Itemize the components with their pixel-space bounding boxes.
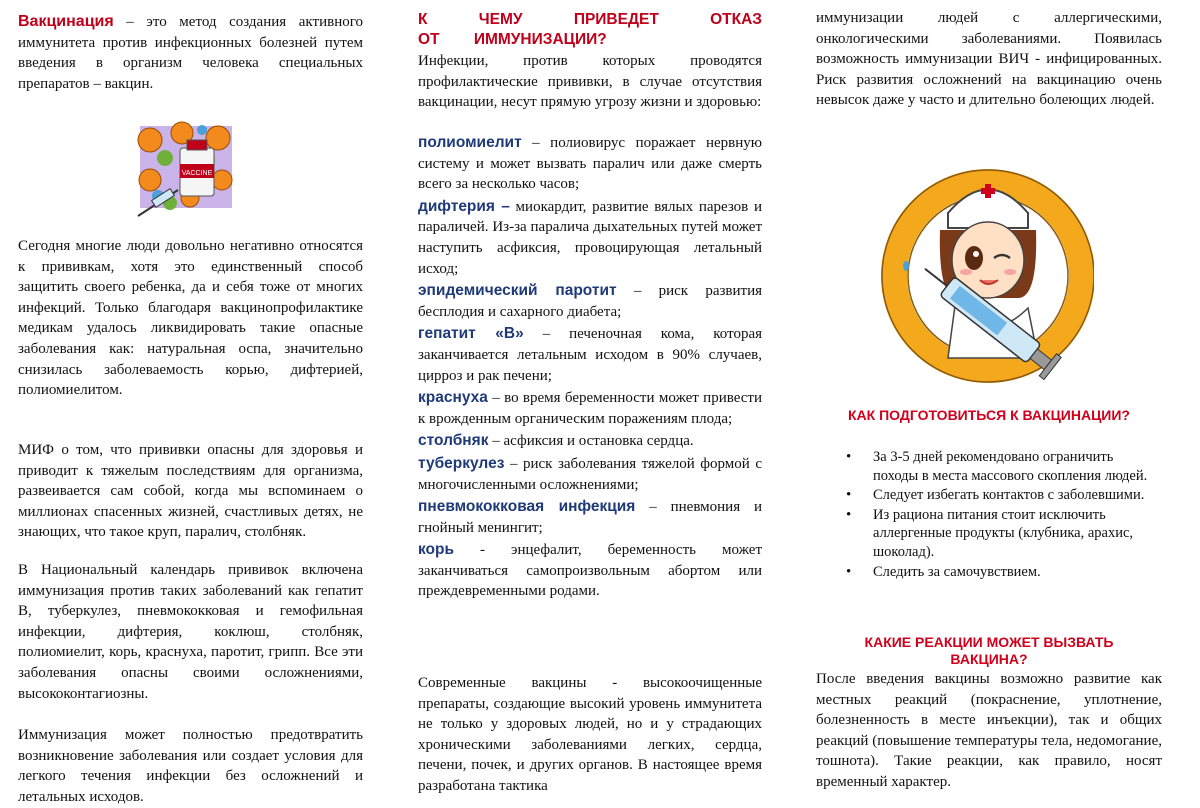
paragraph-myth: МИФ о том, что прививки опасны для здоровья и приводит к тяжелым последствиям для организма, развеивается сам собой, когда мы вспоминаем о миллионах спасенных жизней, счастливых детях, не знающих, что такое круп, паралич, столбняк.	[18, 442, 363, 541]
vaccine-virus-icon	[130, 118, 240, 220]
vaccination-definition-text: – это метод создания активного иммунитета против инфекционных болезней путем введения в организм человека специальных препаратов – вакцин.	[18, 14, 363, 92]
disease-item: краснуха – во время беременности может привести к врожденным органическим поражениям плода;	[418, 389, 762, 427]
disease-item: дифтерия – миокардит, развитие вялых парезов и параличей. Из-за паралича дыхательных путей может наступить асфиксия, провоцирующая летальный исход;	[418, 197, 762, 277]
preparation-item: • За 3-5 дней рекомендовано ограничить походы в места массового скопления людей.	[873, 448, 1162, 485]
disease-item: пневмококковая инфекция – пневмония и гнойный менингит;	[418, 498, 762, 536]
paragraph-attitudes: Сегодня многие люди довольно негативно относятся к прививкам, хотя это единственный способ защитить своего ребенка, да и себя тоже от многих инфекций. Только благодаря вакцинопрофилактике медикам удалось ликвидировать такие опасные заболевания как: натуральная оспа, значительно снизилась заболеваемость корью, дифтерией, полиомиелитом.	[18, 238, 363, 399]
disease-list	[418, 133, 762, 602]
svg-text:VACCINE: VACCINE	[181, 170, 213, 177]
modern-vaccines-paragraph: Современные вакцины - высокоочищенные препараты, создающие высокий уровень иммунитета не только у здоровых людей, но и у страдающих хроническими заболеваниями легких, сердца, печени, почек, и других органов. В настоящее время разработана тактика	[418, 675, 762, 794]
disease-item: корь - энцефалит, беременность может заканчиваться самопроизвольным абортом или преждевременными родами.	[418, 541, 762, 600]
vaccination-term: Вакцинация	[18, 13, 114, 30]
disease-item: гепатит «В» – печеночная кома, которая заканчивается летальным исходом в 90% случаев, цирроз и рак печени;	[418, 325, 763, 384]
refusal-heading: К ЧЕМУ ПРИВЕДЕТ ОТКАЗ ОТ ИММУНИЗАЦИИ?	[418, 11, 762, 48]
preparation-heading: КАК ПОДГОТОВИТЬСЯ К ВАКЦИНАЦИИ?	[848, 407, 1130, 423]
immunization-continued: иммунизации людей с аллергическими, онкологическими заболеваниями. Появилась возможность иммунизации ВИЧ - инфицированных. Риск развития осложнений на вакцинацию очень невысок даже у часто и длительно болеющих людей.	[816, 10, 1162, 109]
preparation-list	[816, 448, 1162, 581]
disease-item: эпидемический паротит – риск развития бесплодия и сахарного диабета;	[418, 282, 762, 320]
preparation-item: • Следует избегать контактов с заболевшими.	[873, 486, 1162, 505]
reactions-heading: КАКИЕ РЕАКЦИИ МОЖЕТ ВЫЗВАТЬ ВАКЦИНА?	[864, 634, 1114, 667]
nurse-illustration	[878, 158, 1094, 394]
reactions-paragraph: После введения вакцины возможно развитие как местных реакций (покраснение, уплотнение, болезненность в месте инъекции), так и общих реакций (повышение температуры тела, недомогание, тошнота). Такие реакции, как правило, носят временный характер.	[816, 671, 1162, 790]
paragraph-immunization-prevent: Иммунизация может полностью предотвратить возникновение заболевания или создает условия для легкого течения инфекции без осложнений и летальных исходов.	[18, 727, 363, 805]
nurse-syringe-icon	[878, 158, 1094, 394]
vaccination-definition	[18, 12, 363, 94]
preparation-item: • Из рациона питания стоит исключить аллергенные продукты (клубника, арахис, шоколад).	[873, 506, 1162, 562]
preparation-item: • Следить за самочувствием.	[873, 563, 1162, 582]
disease-item: туберкулез – риск заболевания тяжелой формой с многочисленными осложнениями;	[418, 454, 762, 493]
refusal-intro: Инфекции, против которых проводятся профилактические прививки, в случае отсутствия вакцинации, несут прямую угрозу жизни и здоровью:	[418, 53, 762, 111]
disease-item: столбняк – асфиксия и остановка сердца.	[418, 432, 694, 450]
disease-item: полиомиелит – полиовирус поражает нервную систему и может вызвать паралич или даже смерть всего за несколько часов;	[418, 134, 762, 193]
paragraph-national-calendar: В Национальный календарь прививок включена иммунизация против таких заболеваний как гепатит В, туберкулез, пневмококковая и гемофильная инфекции, дифтерия, коклюш, столбняк, полиомиелит, корь, краснуха, паротит, грипп. Все эти заболевания опасны своими осложнениями, высококонтагиозны.	[18, 562, 363, 702]
vaccine-illustration	[130, 118, 240, 220]
